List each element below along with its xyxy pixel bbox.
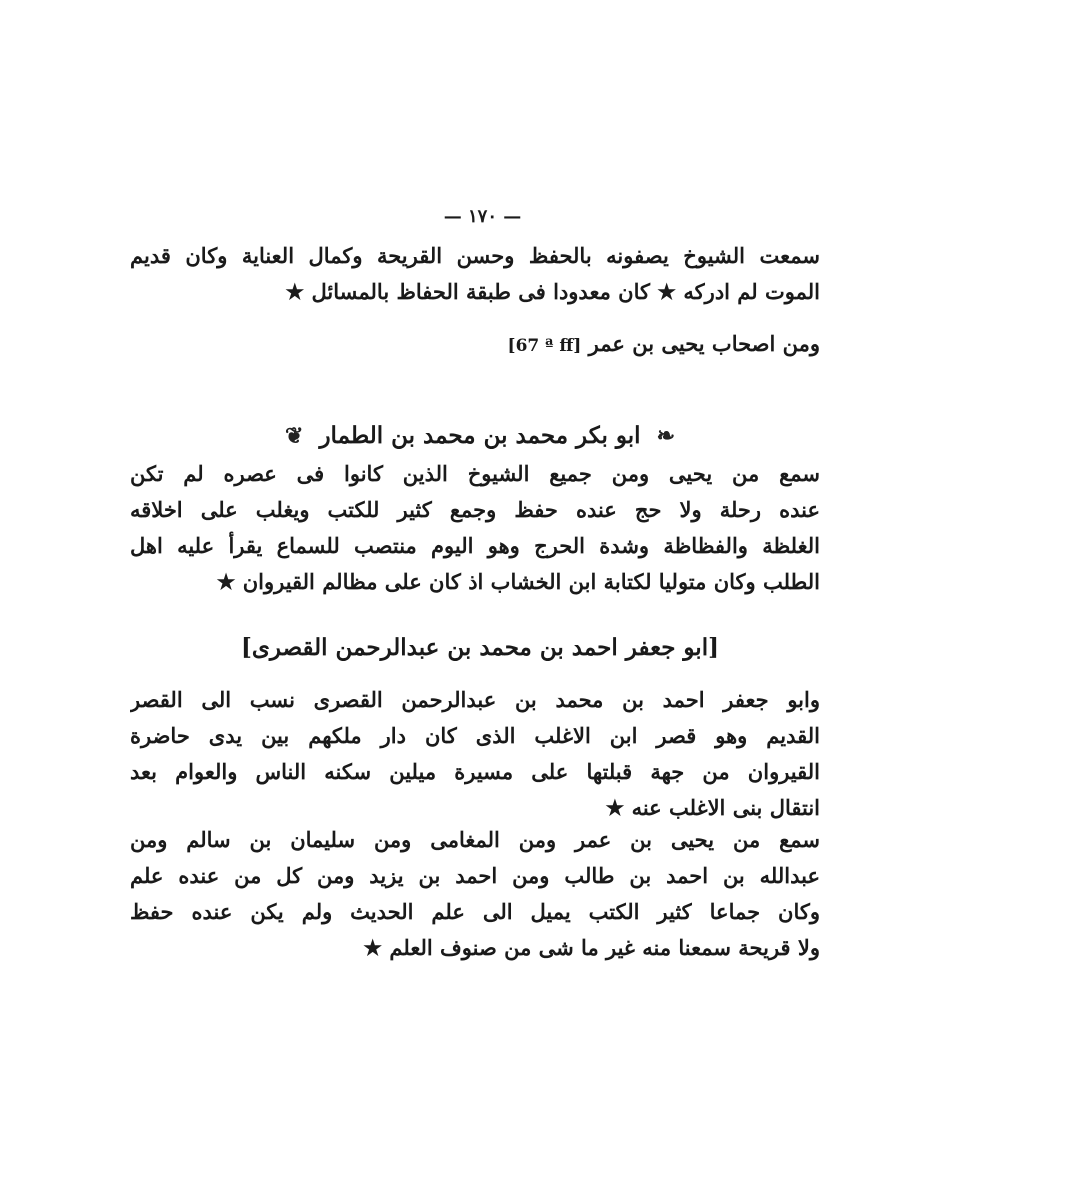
ornament-left-icon: ❦ <box>285 423 304 449</box>
text-line: انتقال بنى الاغلب عنه ★ <box>605 795 820 820</box>
text-line: الموت لم ادركه ★ كان معدودا فى طبقة الحفاظ بالمسائل ★ <box>285 279 820 304</box>
text-line: الغلظة والفظاظة وشدة الحرج وهو اليوم منتصب للسماع يقرأ عليه اهل <box>130 533 820 558</box>
paragraph-4 <box>130 822 820 966</box>
text-line: وابو جعفر احمد بن محمد بن عبدالرحمن القصرى نسب الى القصر <box>130 687 820 712</box>
text-line: سمع من يحيى بن عمر ومن المغامى ومن سليمان بن سالم ومن <box>130 827 820 852</box>
section-intro-line <box>420 326 820 364</box>
text-line: القديم وهو قصر ابن الاغلب الذى كان دار ملكهم بين يدى حاضرة <box>130 723 820 748</box>
text-line: سمعت الشيوخ يصفونه بالحفظ وحسن القريحة وكمال العناية وكان قديم <box>130 243 820 268</box>
paragraph-3 <box>130 682 820 826</box>
ornament-right-icon: ❧ <box>656 423 675 449</box>
text-line: عبدالله بن احمد بن طالب ومن احمد بن يزيد ومن كل من عنده علم <box>130 863 820 888</box>
text-line: عنده رحلة ولا حج عنده حفظ وجمع كثير للكتب ويغلب على اخلاقه <box>130 497 820 522</box>
heading-1-text: ابو بكر محمد بن محمد بن الطمار <box>319 422 641 449</box>
section-intro: ومن اصحاب يحيى بن عمر <box>588 331 820 356</box>
text-line: سمع من يحيى ومن جميع الشيوخ الذين كانوا فى عصره لم تكن <box>130 461 820 486</box>
paragraph-2 <box>130 456 820 600</box>
text-line: القيروان من جهة قبلتها على مسيرة ميلين سكنه الناس والعوام بعد <box>130 759 820 784</box>
page-number: — ١٧٠ — <box>443 206 522 227</box>
entry-heading-1 <box>255 416 705 456</box>
text-line: ولا قريحة سمعنا منه غير ما شى من صنوف العلم ★ <box>363 935 820 960</box>
text-line: الطلب وكان متوليا لكتابة ابن الخشاب اذ كان على مظالم القيروان ★ <box>216 569 820 594</box>
entry-heading-2: [ابو جعفر احمد بن محمد بن عبدالرحمن القصرى] <box>241 634 719 661</box>
text-line: وكان جماعا كثير الكتب يميل الى علم الحديث ولم يكن عنده حفظ <box>130 899 820 924</box>
folio-reference: [67 ª ff] <box>507 336 582 356</box>
paragraph-1 <box>130 238 820 310</box>
